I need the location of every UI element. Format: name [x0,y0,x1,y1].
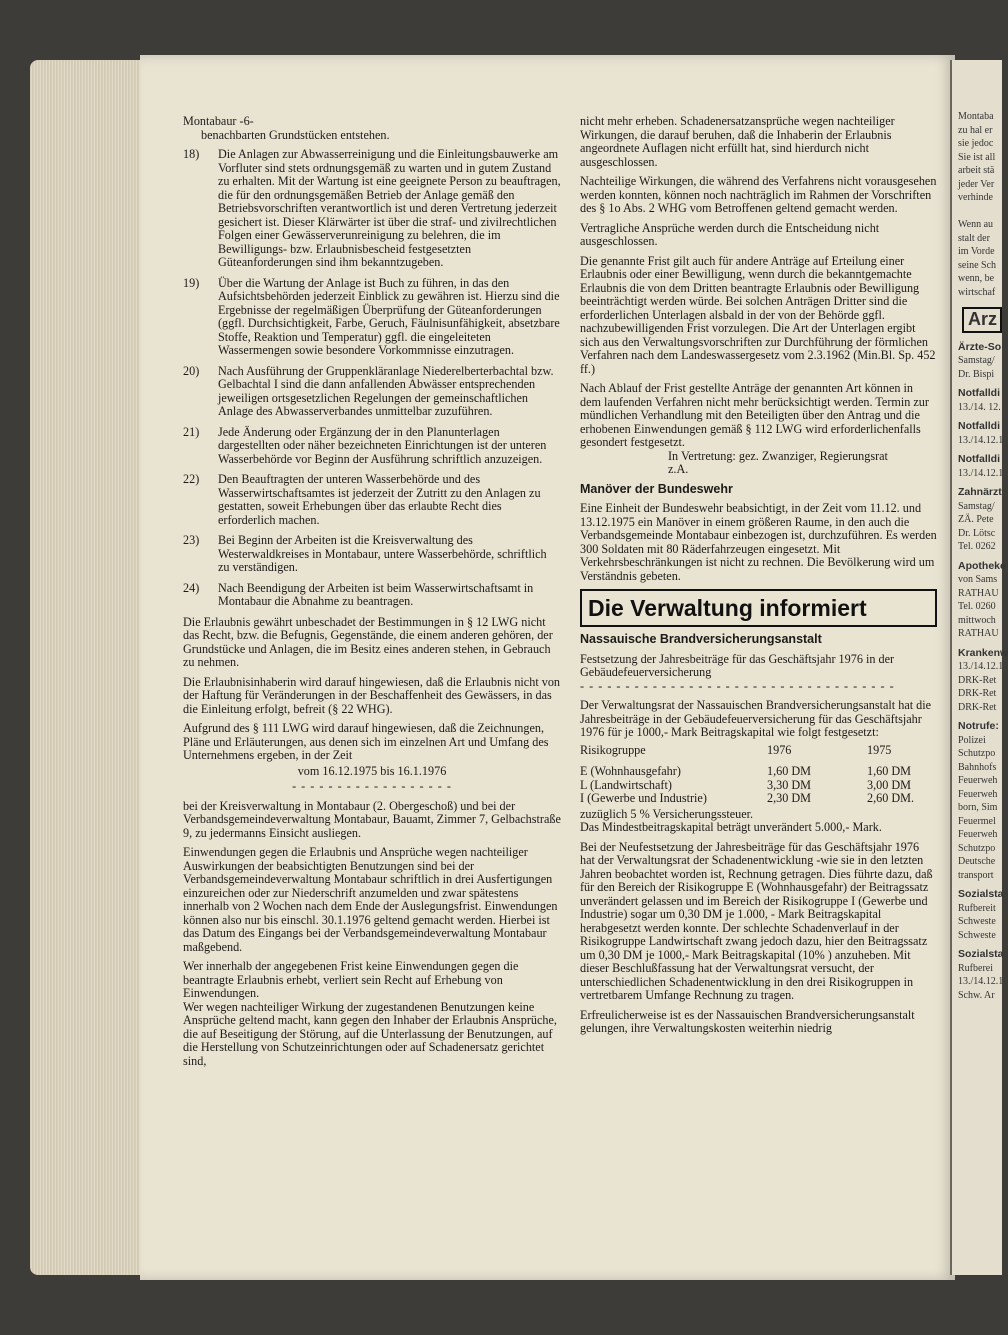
adjacent-line: wirtschaf [958,286,996,298]
condition-number: 19) [183,275,200,290]
table-row [580,765,937,779]
adjacent-line: Bahnhofs [958,761,997,773]
adjacent-line: Samstag/ [958,355,995,366]
condition-number: 21) [183,424,200,439]
condition-item [183,277,561,358]
adjacent-line: Feuerweh [958,829,998,840]
adjacent-entry-head: Apotheke [958,559,1006,572]
adjacent-line: Tel. 0260 [958,601,996,612]
condition-number: 24) [183,580,200,595]
section-title: Manöver der Bundeswehr [580,481,733,496]
table-cell: 3,00 DM [867,777,912,792]
section-title: Nassauische Brandversicherungsanstalt [580,632,822,646]
signature-suffix: z.A. [668,462,689,476]
rate-table [580,744,937,806]
paragraph: Wer wegen nachteiliger Wirkung der zugestandenen Benutzungen keine Ansprüche geltend macht, kann gegen den Inhaber der Erlaubnis Ansprüche, die auf Beseitigung der Störung, auf die Unterlassung der Benutzungen, auf die Herstellung von Schutzeinrichtungen oder auf Schadenersatz gerichtet sind, [183,999,557,1068]
paragraph: Vertragliche Ansprüche werden durch die Entscheidung nicht ausgeschlossen. [580,220,880,248]
adjacent-line: Schutzpo [958,842,996,854]
adjacent-entry-head: Krankenw [958,646,1008,659]
adjacent-entry-head: Notfalldi [958,420,1000,432]
table-header: 1975 [867,742,892,757]
adjacent-line: DRK-Ret [958,701,997,713]
adjacent-line: Montaba [958,111,994,122]
condition-item [183,473,561,527]
signature: In Vertretung: gez. Zwanziger, Regierungsrat [668,448,888,463]
table-cell: 1,60 DM [767,764,812,778]
date-range: vom 16.12.1975 bis 16.1.1976 [297,763,447,778]
adjacent-line: Feuermel [958,815,996,827]
condition-text: Den Beauftragten der unteren Wasserbehörde und des Wasserwirtschaftsamtes ist jederzeit der Zutritt zu den Anlagen zu gestatten, soweit Erhebungen über das erlaubte Recht dies erforderlich machen. [218,472,541,527]
adjacent-line: 13./14. 12. [958,401,1001,413]
condition-text: Bei Beginn der Arbeiten ist die Kreisverwaltung des Westerwaldkreises in Montabaur, untere Wasserbehörde, schriftlich zu verständigen. [218,533,547,574]
condition-number: 18) [183,147,200,161]
table-row [580,792,937,806]
adjacent-line: Dr. Lötsc [958,527,996,539]
adjacent-line: DRK-Ret [958,674,997,686]
paragraph: Eine Einheit der Bundeswehr beabsichtigt, in der Zeit vom 11.12. und 13.12.1975 ein Manöver in einem größeren Raume, in den auch die Verbandsgemeinde Montabaur einbezogen ist, durchzuführen. Es werden 300 Soldaten mit 80 Räderfahrzeugen eingesetzt. Mit Verkehrsbeschränkungen ist nicht zu rechnen. Die Bevölkerung wird um Verständnis gebeten. [580,501,937,583]
adjacent-line: Samstag/ [958,500,995,512]
condition-item [183,534,561,575]
table-header: Risikogruppe [580,742,646,757]
table-row [580,779,937,793]
adjacent-line: Rufbereit [958,902,996,914]
adjacent-line: 13./14.12.1 [958,434,1004,446]
paragraph: Die Erlaubnis gewährt unbeschadet der Bestimmungen in § 12 LWG nicht das Recht, bzw. die Befugnis, Gegenstände, die einem anderen gehören, der Grundstücke und Anlagen, die im Besitz eines anderen stehen, in Gebrauch zu nehmen. [183,614,553,669]
adjacent-line: Schutzpo [958,748,996,759]
condition-number: 22) [183,472,200,486]
divider: - - - - - - - - - - - - - - - - - - - - - - - - - - - - - - - - - - - [580,678,895,693]
table-cell: E (Wohnhausgefahr) [580,764,681,778]
condition-item [183,365,561,419]
adjacent-line: Schweste [958,929,996,941]
adjacent-line: 13./14.12.1 [958,467,1004,479]
adjacent-line: ZÄ. Pete [958,514,994,525]
adjacent-line: verhinde [958,192,993,203]
adjacent-line: stalt der [958,232,990,244]
adjacent-line: arbeit stä [958,165,995,176]
adjacent-page-fragment [950,60,1008,1275]
minimum-capital: Das Mindestbeitragskapital beträgt unverändert 5.000,- Mark. [580,820,882,834]
paragraph: Nachteilige Wirkungen, die während des Verfahrens nicht vorausgesehen werden konnten, können noch nachträglich im Rahmen der Vorschriften des § 1o Abs. 2 WHG vom Betroffenen geltend gemacht werden. [580,174,937,215]
condition-text: Jede Änderung oder Ergänzung der in den Planunterlagen dargestellten oder näher bezeichneten Einrichtungen ist der unteren Wasserbehörde vor Beginn der Ausführung schriftlich anzuzeigen. [218,424,547,466]
page-header: Montabaur -6- [183,114,254,128]
paragraph: Nach Ablauf der Frist gestellte Anträge der genannten Art können in dem laufenden Verfahren nicht mehr berücksichtigt werden. Termin zur mündlichen Verhandlung mit den Beteiligten über den Antrag und die erhobenen Einwendungen gemäß § 112 LWG wird erforderlichenfalls gesondert festgesetzt. [580,381,929,449]
divider: - - - - - - - - - - - - - - - - - - [292,779,452,793]
adjacent-line [958,205,1002,219]
intro-line: benachbarten Grundstücken entstehen. [201,127,390,142]
adjacent-line: Sie ist all [958,151,996,163]
adjacent-line: Deutsche [958,856,996,867]
section-subtitle: Festsetzung der Jahresbeiträge für das Geschäftsjahr 1976 in der Gebäudefeuerversicherung [580,651,895,679]
adjacent-line: RATHAU [958,628,999,639]
adjacent-line: sie jedoc [958,138,994,149]
left-column [183,115,561,1074]
adjacent-line: Polizei [958,734,986,746]
adjacent-line: Tel. 0262 [958,541,996,552]
adjacent-entry-head: Sozialsta [958,888,1004,900]
condition-text: Die Anlagen zur Abwasserreinigung und die Einleitungsbauwerke am Vorfluter sind stets ordnungsgemäß zu warten und in gutem Zustand zu erhalten. Mit der Wartung ist eine geeignete Person zu beauftragen, die für den ordnungsgemäßen Betrieb der Anlage gemäß den Betriebsvorschriften verantwortlich ist und deren Vertretung jederzeit gesichert ist. Dieser Klärwärter ist über die straf- und zivilrechtlichen Folgen einer Gewässerverunreinigung zu belehren, die im Bewilligungs- bzw. Erlaubnisbescheid festgesetzten Güteanforderungen sind ihm bekanntzugeben. [218,147,561,269]
paragraph: bei der Kreisverwaltung in Montabaur (2. Obergeschoß) und bei der Verbandsgemeindeverwaltung Montabaur, Bauamt, Zimmer 7, Gelbachstraße 9, zu jedermanns Einsicht ausliegen. [183,798,561,840]
adjacent-line: Rufberei [958,962,993,974]
paragraph: Einwendungen gegen die Erlaubnis und Ansprüche wegen nachteiliger Auswirkungen der beabsichtigten Benutzungen sind bei der Verbandsgemeindeverwaltung Montabaur schriftlich in drei Ausfertigungen einzureichen oder zur Niederschrift anzumelden und zwar spätestens innerhalb von 2 Wochen nach dem Ende der Auslegungsfrist. Einwendungen können also nur bis einschl. 30.1.1976 geltend gemacht werden. Hierbei ist das Datum des Eingangs bei der Verbandsgemeindeverwaltung Montabaur maßgebend. [183,845,558,954]
condition-text: Nach Ausführung der Gruppenkläranlage Niederelberterbachtal bzw. Gelbachtal I sind die dann anfallenden Abwässer entsprechenden jeweiligen ortsgesetzlichen Regelungen der gemeinschaftlichen Anlage des Abwasserverbandes unmittelbar zuzuführen. [218,363,554,418]
adjacent-line: zu hal er [958,124,993,136]
adjacent-page-text [952,60,1008,1002]
paragraph: Bei der Neufestsetzung der Jahresbeiträge für das Geschäftsjahr 1976 hat der Verwaltungsrat der Schadenentwicklung -wie sie in den letzten Jahren beobachtet worden ist, Rechnung getragen. Dies führte dazu, daß für den Bereich der Risikogruppe E (Wohnhausgefahr) der Beitragssatz unverändert gelassen und im Bereich der Risikogruppe I (Gewerbe und Industrie) sogar um 0,30 DM je 1.000, - Mark Beitragskapital herabgesetzt werden konnte. Der schlechte Schadenverlauf in der Risikogruppe Landwirtschaft zwang jedoch dazu, hier den Beitragssatz um 0,30 DM je 1000,- Mark Beitragskapital (10% ) anzuheben. Mit dieser Beschlußfassung hat der Verwaltungsrat versucht, der unterschiedlichen Schadenentwicklung in den drei Risikogruppen in vertretbarem Umfange Rechnung zu tragen. [580,839,933,1002]
adjacent-line: Wenn au [958,219,994,230]
book-page-edges [30,60,140,1275]
adjacent-entry-head: Ärzte-So [958,340,1002,353]
table-cell: I (Gewerbe und Industrie) [580,791,707,805]
paragraph: Die Erlaubnisinhaberin wird darauf hingewiesen, daß die Erlaubnis nicht von der Haftung für Veränderungen in der Beschaffenheit des Gewässers, in das die Einleitung erfolgt, befreit (§ 22 WHG). [183,674,561,716]
paragraph: Die genannte Frist gilt auch für andere Anträge auf Erteilung einer Erlaubnis oder einer Bewilligung, wenn durch die bekanntgemachte Erlaubnis die von dem Dritten beantragte Erlaubnis oder Bewilligung beeinträchtigt werden würde. Bei solchen Anträgen Dritter sind die erforderlichen Unterlagen alsbald in der von der Behörde ggfl. nachzubewilligenden Frist vorzulegen. Die Art der Unterlagen ergibt sich aus den Verwaltungsvorschriften zur Durchführung der förmlichen Verfahren nach dem Landeswassergesetz vom 2.3.1962 (Min.Bl. Sp. 452 ff.) [580,253,936,376]
adjacent-line: seine Sch [958,259,997,271]
adjacent-line: DRK-Ret [958,688,997,699]
condition-item [183,582,561,609]
paragraph: nicht mehr erheben. Schadenersatzansprüche wegen nachteiliger Wirkungen, die darauf beruhen, daß die Inhaberin der Erlaubnis angeordnete Auflagen nicht erfüllt hat, sind hierdurch nicht ausgeschlossen. [580,114,895,169]
table-cell: 2,30 DM [767,791,812,805]
adjacent-line: im Vorde [958,246,995,257]
adjacent-entry-head: Notfalldi [958,453,1000,465]
adjacent-line: 13./14.12.1 [958,661,1004,672]
condition-number: 20) [183,363,200,378]
paragraph: Der Verwaltungsrat der Nassauischen Brandversicherungsanstalt hat die Jahresbeiträge in der Gebäudefeuerversicherung für das Geschäftsjahr 1976 für je 1000,- Mark Beitragskapital wie folgt festgesetzt: [580,698,932,739]
adjacent-line: RATHAU [958,587,999,599]
adjacent-line: Feuerweh [958,788,998,800]
condition-item [183,426,561,467]
section-banner: Die Verwaltung informiert [580,589,937,627]
adjacent-entry-head: Notfalldi [958,387,1000,399]
adjacent-entry-head: Zahnärzt [958,486,1002,498]
adjacent-line: Dr. Bispi [958,368,995,380]
adjacent-heading-box: Arz [962,307,1002,333]
adjacent-line: Schw. Ar [958,989,995,1001]
adjacent-line: 13./14.12.1 [958,976,1004,987]
paragraph: Wer innerhalb der angegebenen Frist keine Einwendungen gegen die beantragte Erlaubnis erhebt, verliert sein Recht auf Erhebung von Einwendungen. [183,959,519,1000]
table-cell: 2,60 DM. [867,791,915,805]
adjacent-line: transport [958,869,994,881]
table-header: 1976 [767,742,792,757]
adjacent-line: von Sams [958,574,998,585]
condition-text: Nach Beendigung der Arbeiten ist beim Wasserwirtschaftsamt in Montabaur die Abnahme zu beantragen. [218,580,534,608]
adjacent-line: jeder Ver [958,178,995,190]
table-cell: L (Landwirtschaft) [580,777,672,792]
tax-note: zuzüglich 5 % Versicherungssteuer. [580,806,754,821]
table-header-row [580,744,937,758]
table-cell: 1,60 DM [867,764,912,778]
adjacent-line: Feuerweh [958,775,998,786]
adjacent-line: wenn, be [958,273,995,284]
paragraph: Aufgrund des § 111 LWG wird darauf hingewiesen, daß die Zeichnungen, Pläne und Erläuterungen, aus denen sich im einzelnen Art und Umfang des Unternehmens ergeben, in der Zeit [183,721,549,762]
condition-text: Über die Wartung der Anlage ist Buch zu führen, in das den Aufsichtsbehörden jederzeit Einblick zu gewähren ist. Hierzu sind die Ergebnisse der regelmäßigen Überprüfung der Güteanforderungen (ggfl. Durchsichtigkeit, Farbe, Geruch, Fäulnisunfähigkeit, absetzbare Stoffe, Reaktion und Temperatur) ggfl. die eingeleiteten Wassermengen sowie besondere Vorkommnisse einzutragen. [218,275,560,357]
adjacent-line: Schweste [958,916,996,927]
condition-item [183,148,561,270]
table-cell: 3,30 DM [767,777,812,792]
adjacent-entry-head: Sozialsta [958,948,1004,960]
adjacent-line: born, Sim [958,802,998,813]
condition-number: 23) [183,533,200,547]
paragraph: Erfreulicherweise ist es der Nassauischen Brandversicherungsanstalt gelungen, ihre Verwaltungskosten weiterhin niedrig [580,1007,915,1035]
adjacent-line: mittwoch [958,614,996,626]
condition-list [183,148,561,609]
right-column [580,115,937,1042]
adjacent-entry-head: Notrufe: [958,720,999,732]
